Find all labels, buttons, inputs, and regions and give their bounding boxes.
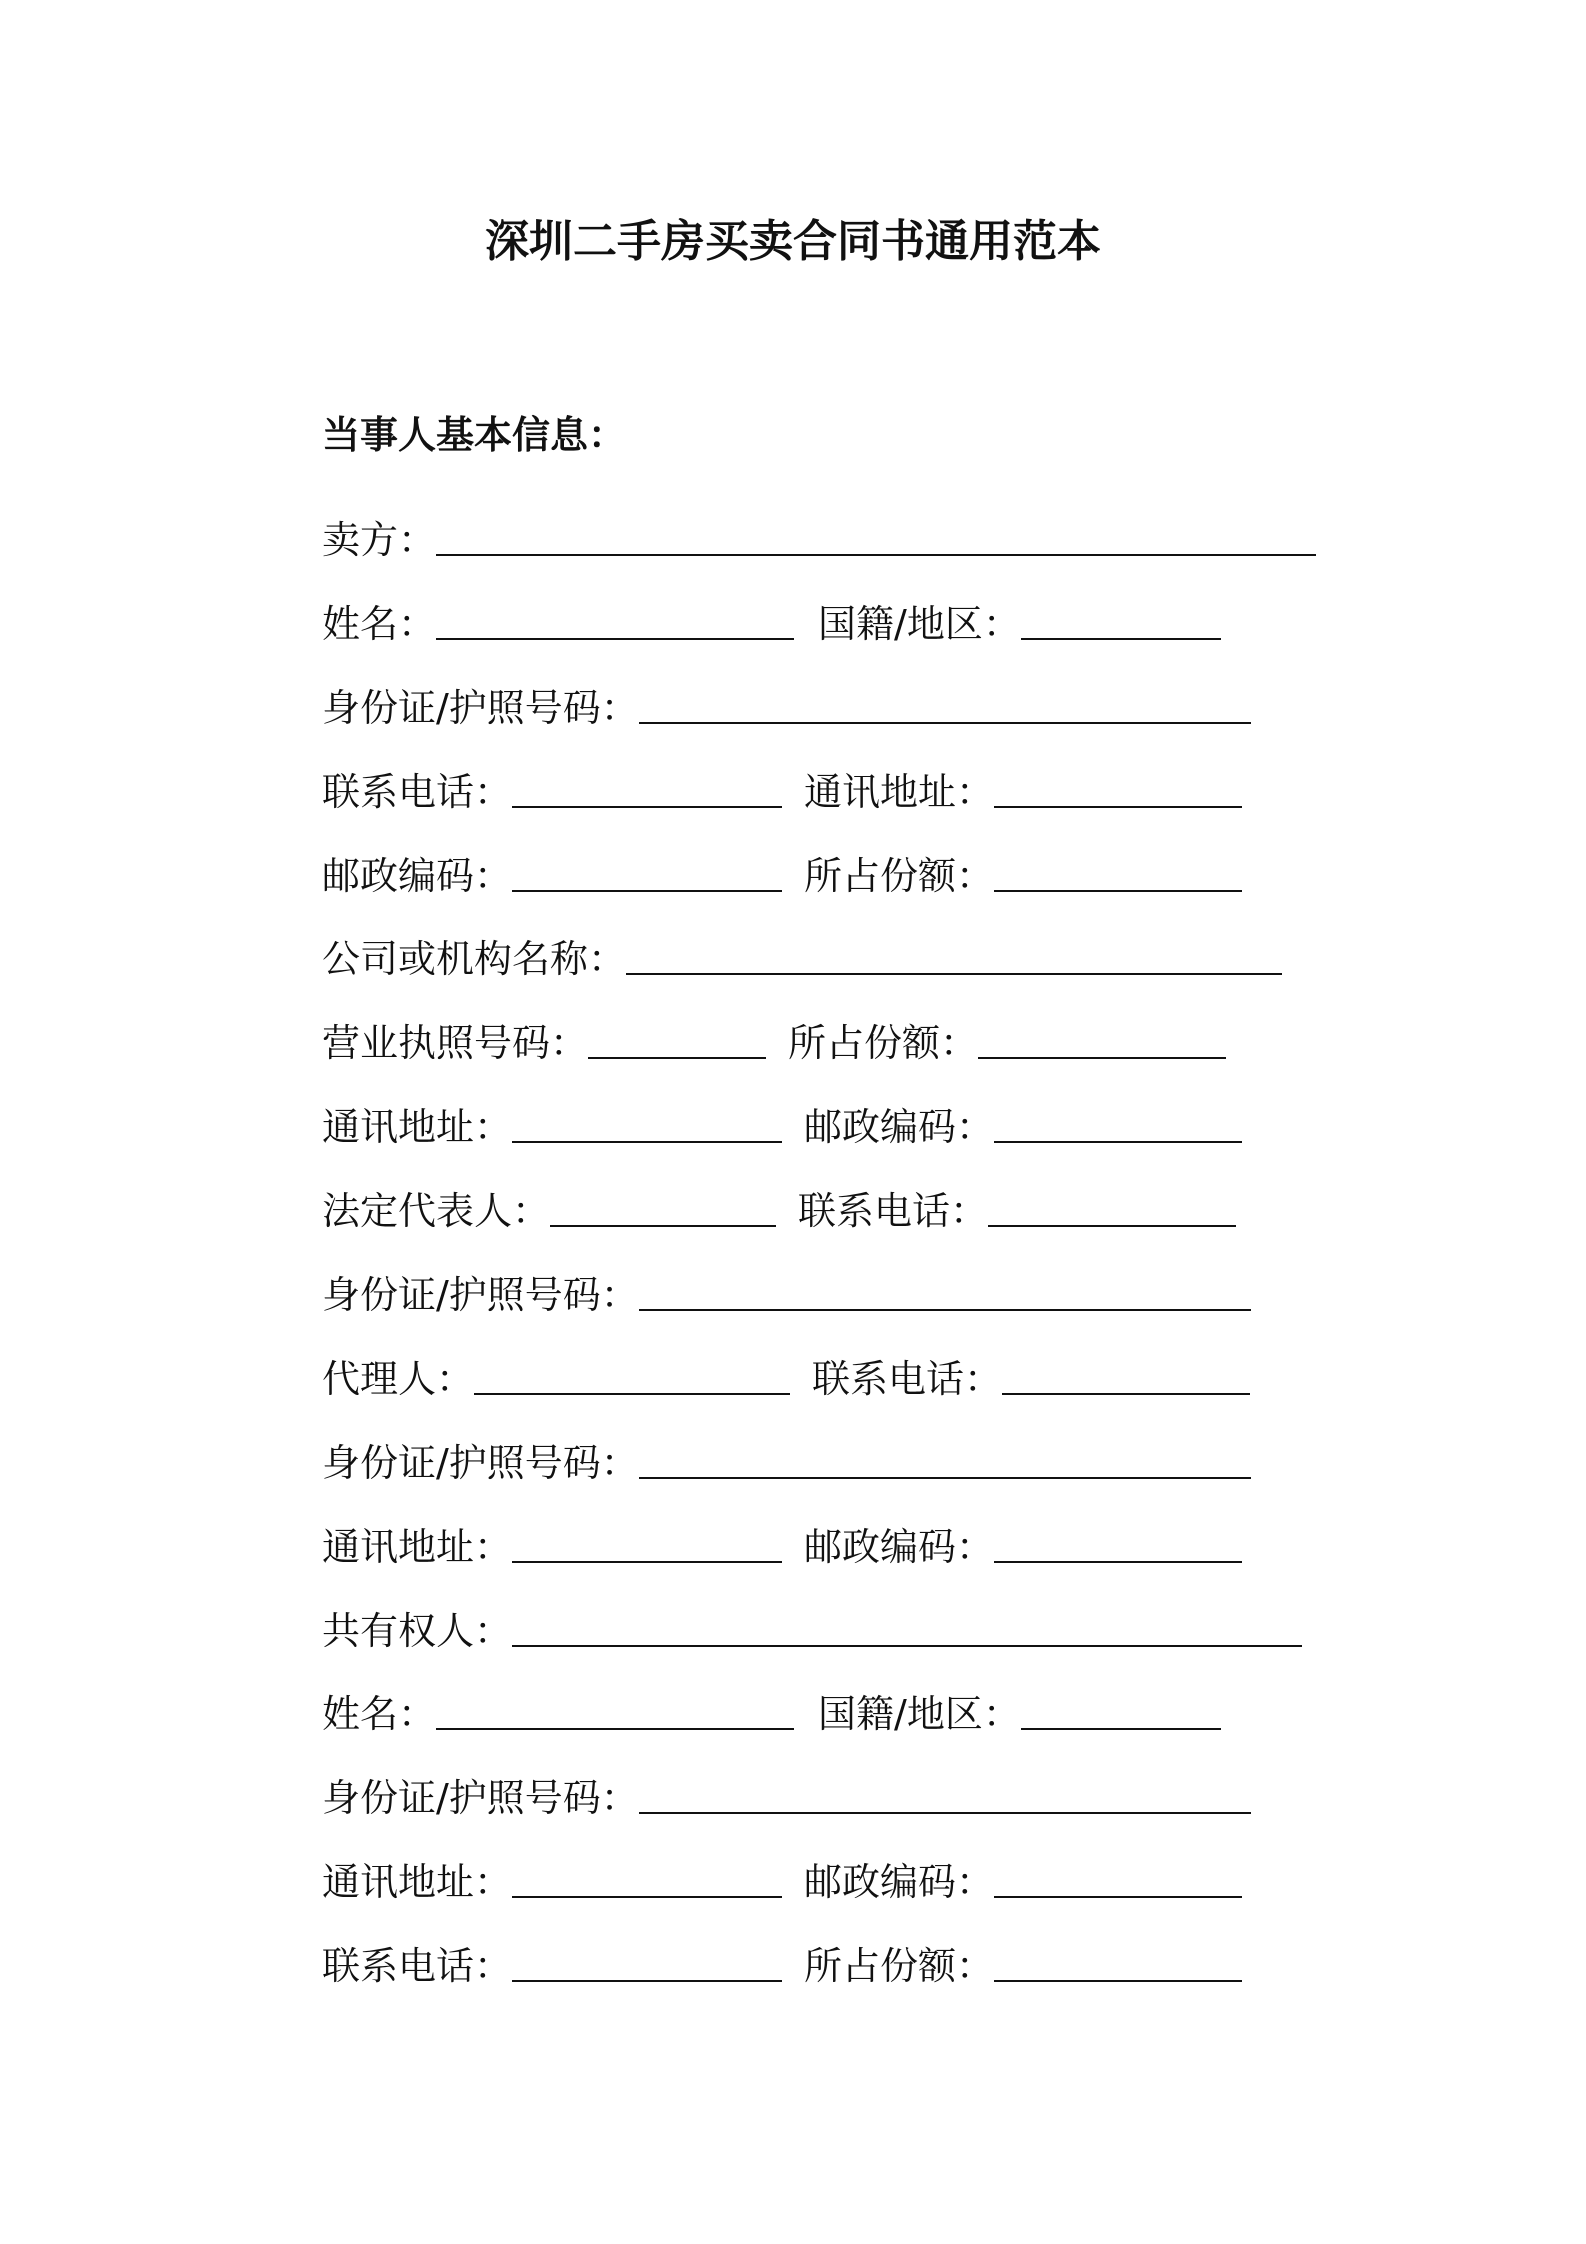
blank-line-business-license xyxy=(588,1057,766,1059)
blank-line-agent xyxy=(474,1393,790,1395)
field-label-co-owner: 共有权人： xyxy=(322,1608,513,1653)
party-info-form xyxy=(322,498,1342,2008)
field-label-address: 通讯地址： xyxy=(322,1105,513,1150)
field-label-agent: 代理人： xyxy=(322,1356,475,1401)
blank-line-nationality xyxy=(1021,638,1221,640)
field-label-seller: 卖方： xyxy=(322,517,437,562)
field-label-address: 通讯地址： xyxy=(804,769,995,814)
blank-line-phone xyxy=(512,1980,782,1982)
field-label-postcode: 邮政编码： xyxy=(804,1105,995,1150)
field-label-phone: 联系电话： xyxy=(798,1189,989,1234)
field-label-share: 所占份额： xyxy=(804,853,995,898)
form-row-legal-representative xyxy=(322,1169,1342,1253)
blank-line-postcode xyxy=(994,1141,1242,1143)
field-label-phone: 联系电话： xyxy=(322,769,513,814)
form-row-co-owner xyxy=(322,1589,1342,1673)
blank-line-id-number xyxy=(639,1812,1251,1814)
blank-line-address xyxy=(994,806,1242,808)
document-title: 深圳二手房买卖合同书通用范本 xyxy=(485,216,1101,267)
field-label-share: 所占份额： xyxy=(788,1021,979,1066)
form-row-seller-id xyxy=(322,666,1342,750)
form-row-company-name xyxy=(322,917,1342,1001)
blank-line-address xyxy=(512,1141,782,1143)
form-row-co-owner-address xyxy=(322,1840,1342,1924)
form-row-co-owner-id xyxy=(322,1756,1342,1840)
field-label-address: 通讯地址： xyxy=(322,1524,513,1569)
field-label-company-name: 公司或机构名称： xyxy=(322,937,627,982)
form-row-agent xyxy=(322,1337,1342,1421)
form-row-co-owner-phone xyxy=(322,1924,1342,2008)
form-row-co-owner-name xyxy=(322,1672,1342,1756)
blank-line-seller xyxy=(436,554,1316,556)
blank-line-postcode xyxy=(994,1561,1242,1563)
blank-line-id-number xyxy=(639,722,1251,724)
blank-line-id-number xyxy=(639,1477,1251,1479)
blank-line-legal-representative xyxy=(550,1225,776,1227)
blank-line-share xyxy=(978,1057,1226,1059)
field-label-nationality: 国籍/地区： xyxy=(818,1692,1021,1737)
form-row-business-license xyxy=(322,1001,1342,1085)
blank-line-share xyxy=(994,1980,1242,1982)
blank-line-co-owner xyxy=(512,1645,1302,1647)
field-label-name: 姓名： xyxy=(322,601,437,646)
blank-line-postcode xyxy=(512,890,782,892)
field-label-id-number: 身份证/护照号码： xyxy=(322,1440,639,1485)
field-label-phone: 联系电话： xyxy=(812,1356,1003,1401)
field-label-postcode: 邮政编码： xyxy=(804,1524,995,1569)
blank-line-id-number xyxy=(639,1309,1251,1311)
form-row-agent-id xyxy=(322,1421,1342,1505)
field-label-phone: 联系电话： xyxy=(322,1944,513,1989)
field-label-id-number: 身份证/护照号码： xyxy=(322,1272,639,1317)
blank-line-company-name xyxy=(626,973,1282,975)
field-label-business-license: 营业执照号码： xyxy=(322,1021,589,1066)
form-row-seller-name xyxy=(322,582,1342,666)
form-row-seller xyxy=(322,498,1342,582)
blank-line-phone xyxy=(1002,1393,1250,1395)
blank-line-address xyxy=(512,1896,782,1898)
field-label-postcode: 邮政编码： xyxy=(804,1860,995,1905)
blank-line-postcode xyxy=(994,1896,1242,1898)
field-label-share: 所占份额： xyxy=(804,1944,995,1989)
blank-line-nationality xyxy=(1021,1728,1221,1730)
field-label-name: 姓名： xyxy=(322,1692,437,1737)
form-row-representative-id xyxy=(322,1253,1342,1337)
field-label-nationality: 国籍/地区： xyxy=(818,601,1021,646)
field-label-id-number: 身份证/护照号码： xyxy=(322,685,639,730)
form-row-company-address xyxy=(322,1085,1342,1169)
form-row-seller-phone xyxy=(322,750,1342,834)
field-label-id-number: 身份证/护照号码： xyxy=(322,1776,639,1821)
field-label-legal-representative: 法定代表人： xyxy=(322,1189,551,1234)
form-row-agent-address xyxy=(322,1505,1342,1589)
blank-line-name xyxy=(436,1728,794,1730)
blank-line-phone xyxy=(988,1225,1236,1227)
blank-line-name xyxy=(436,638,794,640)
section-heading: 当事人基本信息： xyxy=(322,413,627,457)
blank-line-phone xyxy=(512,806,782,808)
blank-line-address xyxy=(512,1561,782,1563)
field-label-address: 通讯地址： xyxy=(322,1860,513,1905)
field-label-postcode: 邮政编码： xyxy=(322,853,513,898)
form-row-seller-postcode xyxy=(322,834,1342,918)
blank-line-share xyxy=(994,890,1242,892)
